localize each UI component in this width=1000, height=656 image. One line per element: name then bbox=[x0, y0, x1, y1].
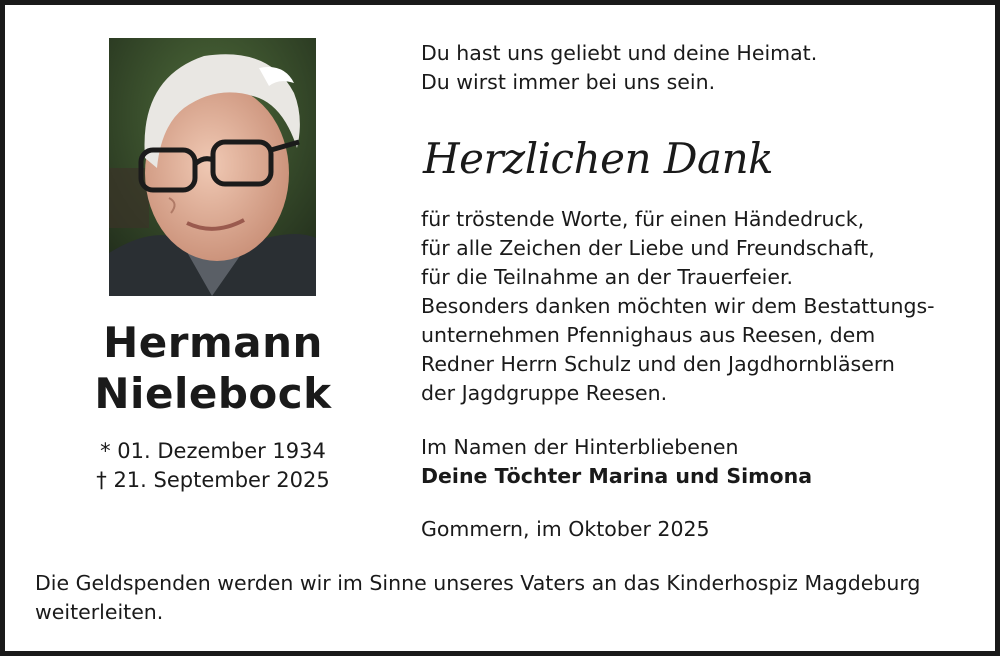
thanks-line: für tröstende Worte, für einen Händedruck, bbox=[421, 207, 865, 231]
birth-date: * 01. Dezember 1934 bbox=[100, 439, 326, 463]
intro-line: Du wirst immer bei uns sein. bbox=[421, 70, 716, 94]
signature-block bbox=[421, 433, 981, 491]
place-date: Gommern, im Oktober 2025 bbox=[421, 517, 710, 541]
intro-line: Du hast uns geliebt und deine Heimat. bbox=[421, 41, 818, 65]
intro-verse bbox=[421, 39, 981, 97]
death-date: † 21. September 2025 bbox=[96, 468, 330, 492]
portrait-photo bbox=[109, 38, 316, 296]
thanks-line: Redner Herrn Schulz und den Jagdhornbläsern bbox=[421, 352, 895, 376]
thanks-line: der Jagdgruppe Reesen. bbox=[421, 381, 668, 405]
thanks-line: unternehmen Pfennighaus aus Reesen, dem bbox=[421, 323, 876, 347]
last-name: Nielebock bbox=[94, 369, 332, 418]
donation-note: Die Geldspenden werden wir im Sinne unseres Vaters an das Kinderhospiz Magdeburg weiterleiten. bbox=[35, 571, 921, 624]
thanks-text bbox=[421, 205, 981, 408]
thanks-line: für alle Zeichen der Liebe und Freundschaft, bbox=[421, 236, 875, 260]
signature-names: Deine Töchter Marina und Simona bbox=[421, 464, 813, 488]
thanks-heading: Herzlichen Dank bbox=[423, 134, 774, 183]
life-dates bbox=[45, 437, 381, 495]
thanks-line: Besonders danken möchten wir dem Bestattungs- bbox=[421, 294, 935, 318]
deceased-name bbox=[45, 317, 381, 419]
first-name: Hermann bbox=[103, 318, 323, 367]
signature-intro: Im Namen der Hinterbliebenen bbox=[421, 435, 739, 459]
thanks-line: für die Teilnahme an der Trauerfeier. bbox=[421, 265, 794, 289]
